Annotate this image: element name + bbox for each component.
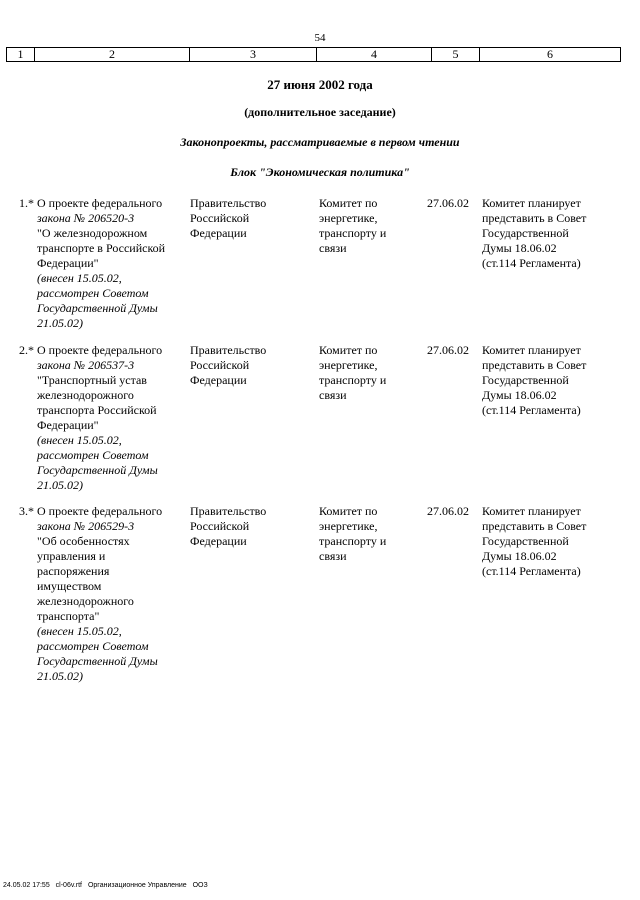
bill-status-line: рассмотрен Советом <box>37 639 149 653</box>
bill-name-line: транспорта" <box>37 609 100 623</box>
committee-note-line: представить в Совет <box>482 519 587 533</box>
bill-name-line: "Об особенностях <box>37 534 130 548</box>
committee-line: связи <box>319 241 347 255</box>
committee-line: энергетике, <box>319 519 378 533</box>
bill-name-line: железнодорожного <box>37 594 134 608</box>
committee-note-line: Комитет планирует <box>482 196 581 210</box>
bill-author-line: Федерации <box>190 534 247 548</box>
responsible-committee <box>319 343 419 403</box>
bill-name-line: "Транспортный устав <box>37 373 147 387</box>
bill-status-line: Государственной Думы <box>37 463 158 477</box>
bill-status-line: рассмотрен Советом <box>37 286 149 300</box>
session-type-heading: (дополнительное заседание) <box>244 105 396 119</box>
bill-status-line: (внесен 15.05.02, <box>37 433 122 447</box>
bill-name-line: "О железнодорожном <box>37 226 148 240</box>
bill-author <box>190 504 305 549</box>
bill-title-line: О проекте федерального <box>37 504 163 518</box>
column-number-4: 4 <box>317 48 432 62</box>
committee-note <box>482 196 622 271</box>
responsible-committee <box>319 504 419 564</box>
committee-note-line: Думы 18.06.02 <box>482 241 557 255</box>
committee-note-line: (ст.114 Регламента) <box>482 256 581 270</box>
column-number-1: 1 <box>7 48 35 62</box>
bill-name-line: управления и <box>37 549 106 563</box>
committee-note <box>482 504 622 579</box>
committee-note-line: (ст.114 Регламента) <box>482 564 581 578</box>
bill-author-line: Правительство <box>190 343 267 357</box>
bill-title <box>37 343 183 493</box>
committee-note-line: представить в Совет <box>482 358 587 372</box>
committee-line: Комитет по <box>319 196 378 210</box>
page-number: 54 <box>314 32 326 44</box>
bill-number: закона № 206537-3 <box>37 358 135 372</box>
bill-number: закона № 206520-3 <box>37 211 135 225</box>
bill-title <box>37 196 183 331</box>
bill-name-line: транспорта Российской <box>37 403 157 417</box>
bill-author-line: Российской <box>190 519 250 533</box>
bill-status-line: 21.05.02) <box>37 316 83 330</box>
committee-note-line: Думы 18.06.02 <box>482 388 557 402</box>
bill-status-line: Государственной Думы <box>37 654 158 668</box>
document-footer <box>3 881 212 890</box>
bill-author-line: Российской <box>190 358 250 372</box>
committee-note-line: Государственной <box>482 373 569 387</box>
bill-title-line: О проекте федерального <box>37 196 163 210</box>
bill-status-line: Государственной Думы <box>37 301 158 315</box>
session-date-heading: 27 июня 2002 года <box>267 77 373 92</box>
bill-name-line: Федерации" <box>37 418 99 432</box>
bill-author-line: Федерации <box>190 226 247 240</box>
bill-author-line: Федерации <box>190 373 247 387</box>
committee-note-line: Комитет планирует <box>482 343 581 357</box>
bill-number: закона № 206529-3 <box>37 519 135 533</box>
column-number-2: 2 <box>35 48 190 62</box>
footer-filename: cl-06v.rtf <box>55 882 82 889</box>
item-number: 2.* <box>19 343 34 357</box>
bill-status-line: 21.05.02) <box>37 669 83 683</box>
committee-line: транспорту и <box>319 373 387 387</box>
bill-name-line: Федерации" <box>37 256 99 270</box>
review-date: 27.06.02 <box>427 504 469 518</box>
footer-timestamp: 24.05.02 17:55 <box>3 882 50 889</box>
bill-name-line: транспорте в Российской <box>37 241 166 255</box>
committee-line: транспорту и <box>319 534 387 548</box>
column-number-header <box>6 47 621 62</box>
bill-author-line: Правительство <box>190 196 267 210</box>
committee-line: связи <box>319 549 347 563</box>
bill-title-line: О проекте федерального <box>37 343 163 357</box>
bill-author-line: Правительство <box>190 504 267 518</box>
committee-note-line: Думы 18.06.02 <box>482 549 557 563</box>
committee-note-line: представить в Совет <box>482 211 587 225</box>
committee-note-line: Государственной <box>482 534 569 548</box>
committee-note-line: Государственной <box>482 226 569 240</box>
committee-note-line: (ст.114 Регламента) <box>482 403 581 417</box>
item-number: 1.* <box>19 196 34 210</box>
bill-status-line: (внесен 15.05.02, <box>37 271 122 285</box>
item-number: 3.* <box>19 504 34 518</box>
reading-heading: Законопроекты, рассматриваемые в первом чтении <box>180 135 460 149</box>
bill-title <box>37 504 183 684</box>
committee-line: транспорту и <box>319 226 387 240</box>
footer-code: ООЗ <box>192 882 208 889</box>
bill-name-line: железнодорожного <box>37 388 134 402</box>
committee-line: Комитет по <box>319 504 378 518</box>
bill-status-line: рассмотрен Советом <box>37 448 149 462</box>
bill-status-line: 21.05.02) <box>37 478 83 492</box>
committee-note-line: Комитет планирует <box>482 504 581 518</box>
review-date: 27.06.02 <box>427 196 469 210</box>
block-heading: Блок "Экономическая политика" <box>230 165 410 179</box>
bill-status-line: (внесен 15.05.02, <box>37 624 122 638</box>
committee-note <box>482 343 622 418</box>
review-date: 27.06.02 <box>427 343 469 357</box>
column-number-5: 5 <box>432 48 480 62</box>
column-number-6: 6 <box>480 48 621 62</box>
bill-name-line: имуществом <box>37 579 102 593</box>
committee-line: связи <box>319 388 347 402</box>
responsible-committee <box>319 196 419 256</box>
committee-line: энергетике, <box>319 211 378 225</box>
committee-line: Комитет по <box>319 343 378 357</box>
footer-department: Организационное Управление <box>87 882 187 889</box>
bill-name-line: распоряжения <box>37 564 110 578</box>
bill-author <box>190 196 305 241</box>
bill-author <box>190 343 305 388</box>
committee-line: энергетике, <box>319 358 378 372</box>
bill-author-line: Российской <box>190 211 250 225</box>
column-number-3: 3 <box>190 48 317 62</box>
